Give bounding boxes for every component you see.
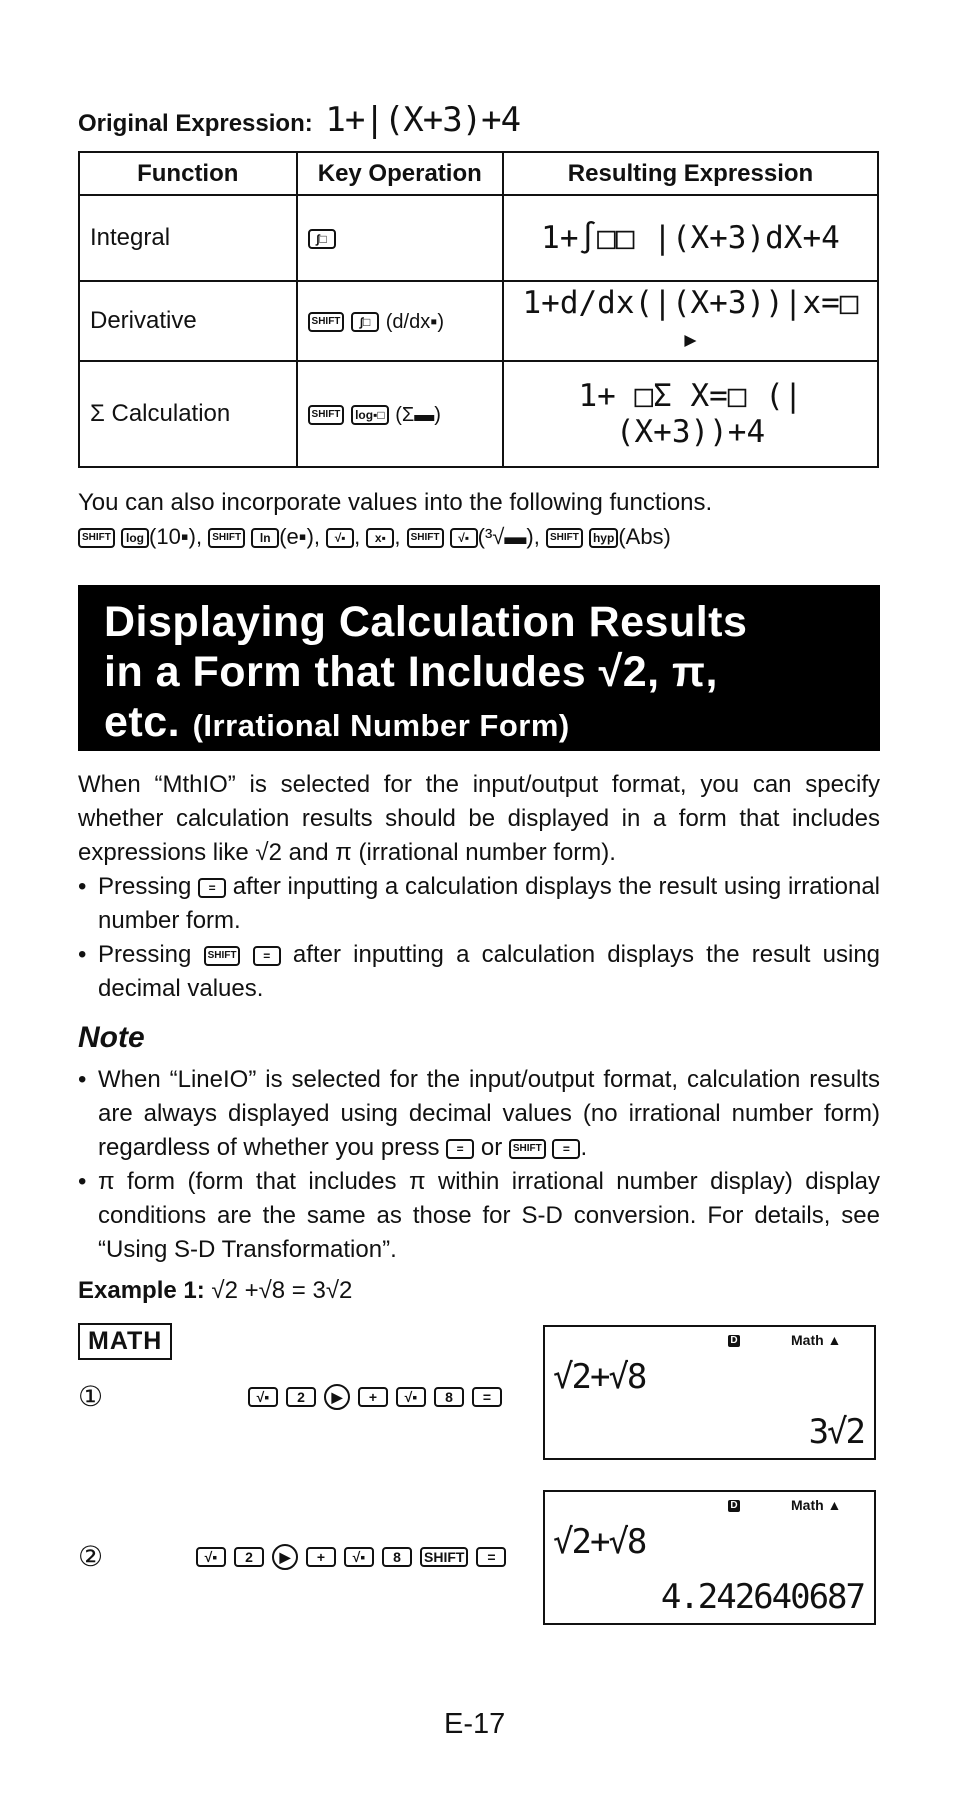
function-suffix: (Abs) bbox=[618, 524, 671, 549]
digit-8-key: 8 bbox=[382, 1547, 412, 1567]
shift-key: SHIFT bbox=[204, 946, 241, 966]
sqrt-key: √▪ bbox=[396, 1387, 426, 1407]
also-incorporate bbox=[78, 486, 898, 554]
shift-key: SHIFT bbox=[509, 1139, 546, 1159]
header-key-operation: Key Operation bbox=[297, 152, 503, 195]
degree-indicator: D bbox=[728, 1500, 740, 1512]
example-heading bbox=[78, 1277, 352, 1305]
calculator-display bbox=[543, 1490, 876, 1625]
sqrt-key: √▪ bbox=[450, 528, 478, 548]
log-key: log bbox=[121, 528, 149, 548]
function-name: Σ Calculation bbox=[79, 361, 297, 467]
note-section bbox=[78, 1063, 880, 1267]
intro-section bbox=[78, 768, 880, 1006]
digit-2-key: 2 bbox=[286, 1387, 316, 1407]
key-sequence bbox=[196, 1544, 506, 1570]
sqrt-key: √▪ bbox=[344, 1547, 374, 1567]
calculator-display bbox=[543, 1325, 876, 1460]
function-name: Integral bbox=[79, 195, 297, 281]
table-row bbox=[79, 195, 878, 281]
shift-key: SHIFT bbox=[420, 1547, 468, 1567]
example-equation: √2 +√8 = 3√2 bbox=[211, 1277, 353, 1304]
right-arrow-key: ▶ bbox=[324, 1384, 350, 1410]
key-operation bbox=[297, 361, 503, 467]
shift-key: SHIFT bbox=[78, 528, 115, 548]
plus-key: + bbox=[358, 1387, 388, 1407]
step-number: ① bbox=[78, 1381, 104, 1412]
list-item bbox=[78, 938, 880, 1006]
equals-key: = bbox=[552, 1139, 580, 1159]
integral-key: ∫□ bbox=[351, 312, 379, 332]
function-table bbox=[78, 151, 879, 468]
digit-2-key: 2 bbox=[234, 1547, 264, 1567]
example-label: Example 1: bbox=[78, 1277, 205, 1304]
key-operation bbox=[297, 281, 503, 361]
equals-key: = bbox=[198, 878, 226, 898]
shift-key: SHIFT bbox=[308, 405, 345, 425]
function-suffix: (³√▬), bbox=[477, 524, 540, 549]
key-sequence bbox=[248, 1384, 502, 1410]
digit-8-key: 8 bbox=[434, 1387, 464, 1407]
shift-key: SHIFT bbox=[308, 312, 345, 332]
function-name: Derivative bbox=[79, 281, 297, 361]
display-input: √2+√8 bbox=[553, 1522, 646, 1562]
sqrt-key: √▪ bbox=[326, 528, 354, 548]
equals-key: = bbox=[472, 1387, 502, 1407]
function-suffix: (e▪), bbox=[279, 524, 321, 549]
key-alt-function: (d/dx▪) bbox=[385, 311, 444, 333]
log-base-key: log▪□ bbox=[351, 405, 389, 425]
bullet-pre: Pressing bbox=[98, 873, 192, 900]
note-list bbox=[78, 1063, 880, 1267]
math-indicator: Math ▲ bbox=[791, 1497, 842, 1513]
header-function: Function bbox=[79, 152, 297, 195]
original-expression-value: 1+|(X+3)+4 bbox=[325, 100, 521, 140]
note-heading: Note bbox=[78, 1021, 145, 1054]
ln-key: ln bbox=[251, 528, 279, 548]
sqrt-key: √▪ bbox=[196, 1547, 226, 1567]
plus-key: + bbox=[306, 1547, 336, 1567]
step-number: ② bbox=[78, 1541, 104, 1572]
degree-indicator: D bbox=[728, 1335, 740, 1347]
bullet-post: after inputting a calculation displays the result using irrational number form. bbox=[98, 873, 881, 934]
function-suffix: , bbox=[394, 524, 401, 549]
also-text: You can also incorporate values into the following functions. bbox=[78, 489, 713, 516]
heading-line-3: etc. bbox=[104, 698, 181, 746]
key-alt-function: (Σ▬) bbox=[395, 404, 441, 426]
list-item bbox=[78, 1063, 880, 1165]
shift-key: SHIFT bbox=[208, 528, 245, 548]
key-operation bbox=[297, 195, 503, 281]
equals-key: = bbox=[446, 1139, 474, 1159]
list-item bbox=[78, 1165, 880, 1267]
function-suffix: , bbox=[354, 524, 361, 549]
bullet-post: after inputting a calculation displays the result using decimal values. bbox=[98, 941, 881, 1002]
display-result: 4.242640687 bbox=[660, 1577, 864, 1617]
sqrt-key: √▪ bbox=[248, 1387, 278, 1407]
right-arrow-key: ▶ bbox=[272, 1544, 298, 1570]
equals-key: = bbox=[476, 1547, 506, 1567]
heading-subtitle: (Irrational Number Form) bbox=[192, 708, 570, 743]
shift-key: SHIFT bbox=[546, 528, 583, 548]
heading-line-2: in a Form that Includes √2, π, bbox=[104, 648, 718, 696]
note-text: When “LineIO” is selected for the input/output format, calculation results are always displayed using decimal values (no irrational number form) regardless of whether you press bbox=[98, 1066, 880, 1161]
section-heading-banner bbox=[78, 585, 880, 751]
integral-key: ∫□ bbox=[308, 229, 336, 249]
note-end: . bbox=[580, 1134, 588, 1161]
original-expression bbox=[78, 100, 520, 140]
intro-paragraph: When “MthIO” is selected for the input/output format, you can specify whether calculation results should be displayed in a form that includes expressions like √2 and π (irrational number form). bbox=[78, 771, 880, 866]
original-expression-label: Original Expression: bbox=[78, 110, 313, 137]
display-input: √2+√8 bbox=[553, 1357, 646, 1397]
shift-key: SHIFT bbox=[407, 528, 444, 548]
resulting-expression: 1+ □Σ X=□ (|(X+3))+4 bbox=[503, 361, 878, 467]
resulting-expression: 1+∫□□ |(X+3)dX+4 bbox=[503, 195, 878, 281]
function-list bbox=[78, 520, 898, 554]
hyp-key: hyp bbox=[589, 528, 618, 548]
bullet-list bbox=[78, 870, 880, 1006]
note-text: π form (form that includes π within irrational number display) display conditions are the same as those for S-D conversion. For details, see “Using S-D Transformation”. bbox=[98, 1168, 880, 1263]
display-result: 3√2 bbox=[808, 1412, 864, 1452]
header-resulting-expression: Resulting Expression bbox=[503, 152, 878, 195]
note-or: or bbox=[480, 1134, 503, 1161]
table-row bbox=[79, 281, 878, 361]
resulting-expression: 1+d/dx(|(X+3))|x=□ ▸ bbox=[503, 281, 878, 361]
power-key: x▪ bbox=[366, 528, 394, 548]
bullet-pre: Pressing bbox=[98, 941, 192, 968]
list-item bbox=[78, 870, 880, 938]
math-mode-box: MATH bbox=[78, 1323, 172, 1360]
equals-key: = bbox=[253, 946, 281, 966]
heading-line-1: Displaying Calculation Results bbox=[104, 598, 748, 646]
math-indicator: Math ▲ bbox=[791, 1332, 842, 1348]
page-number: E-17 bbox=[444, 1708, 506, 1740]
table-row bbox=[79, 361, 878, 467]
function-suffix: (10▪), bbox=[149, 524, 203, 549]
